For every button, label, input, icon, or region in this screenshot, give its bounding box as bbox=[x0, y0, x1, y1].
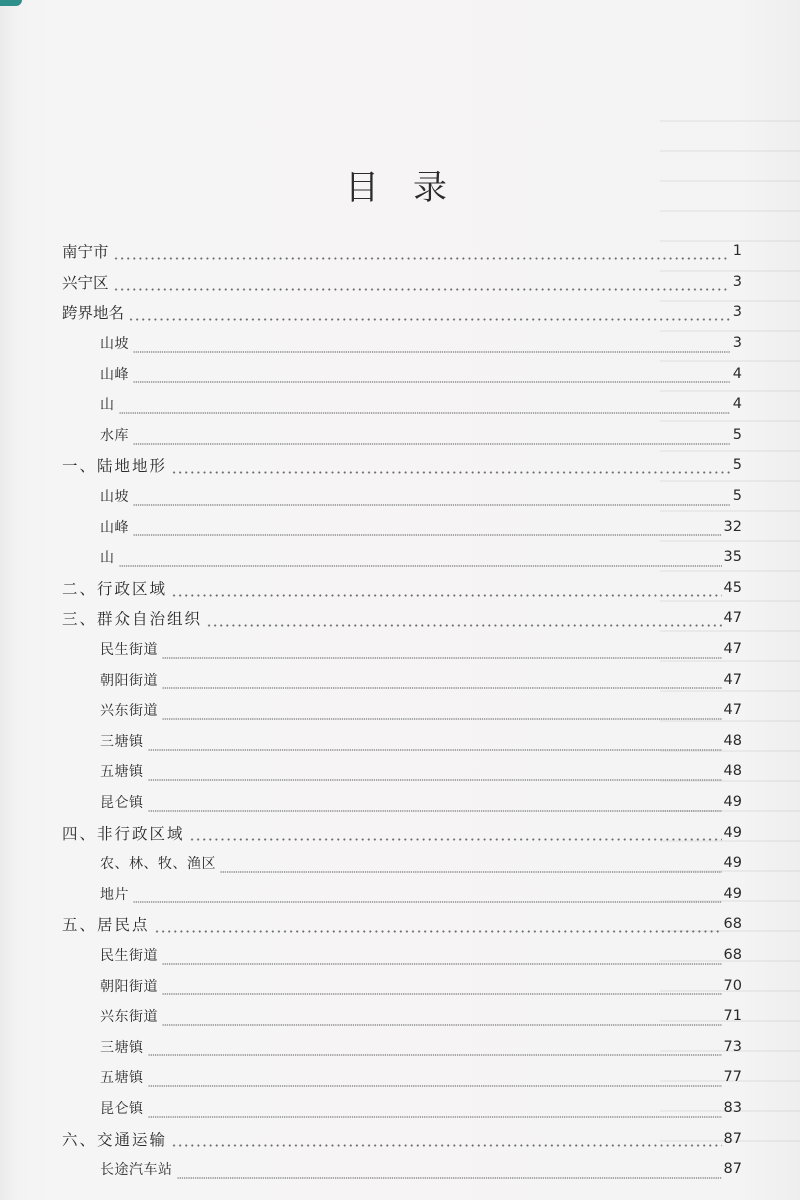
toc-entry-page-number: 4 bbox=[732, 365, 742, 382]
toc-entry[interactable] bbox=[62, 573, 742, 604]
toc-entry[interactable] bbox=[62, 1093, 742, 1124]
toc-entry-label: 兴宁区 bbox=[62, 273, 109, 292]
toc-entry[interactable] bbox=[62, 1001, 742, 1032]
page-corner-mark bbox=[0, 0, 22, 6]
dot-leader bbox=[148, 756, 722, 787]
toc-entry-page-number: 3 bbox=[732, 335, 742, 352]
page-title: 目录 bbox=[345, 168, 481, 208]
toc-entry-page-number: 47 bbox=[723, 641, 742, 658]
toc-entry-label: 跨界地名 bbox=[62, 304, 125, 323]
toc-entry[interactable] bbox=[62, 328, 742, 359]
toc-entry[interactable] bbox=[62, 878, 742, 909]
toc-entry[interactable] bbox=[62, 267, 742, 298]
toc-entry[interactable] bbox=[62, 940, 742, 971]
toc-entry-page-number: 71 bbox=[723, 1008, 742, 1025]
dot-leader bbox=[206, 603, 722, 634]
toc-entry-label: 民生街道 bbox=[100, 947, 158, 964]
dot-leader bbox=[119, 389, 731, 420]
toc-entry-label: 五、居民点 bbox=[62, 916, 150, 935]
toc-entry-label: 五塘镇 bbox=[100, 764, 144, 781]
toc-entry-page-number: 1 bbox=[732, 243, 742, 260]
toc-entry-page-number: 49 bbox=[723, 793, 742, 810]
toc-entry-label: 长途汽车站 bbox=[100, 1162, 173, 1179]
dot-leader bbox=[133, 328, 730, 359]
toc-entry[interactable] bbox=[62, 1062, 742, 1093]
dot-leader bbox=[148, 787, 722, 818]
toc-entry-label: 六、交通运输 bbox=[62, 1130, 168, 1149]
toc-entry-label: 朝阳街道 bbox=[100, 672, 158, 689]
toc-entry[interactable] bbox=[62, 389, 742, 420]
dot-leader bbox=[148, 1031, 722, 1062]
dot-leader bbox=[171, 573, 722, 604]
toc-entry-label: 二、行政区域 bbox=[62, 579, 168, 598]
dot-leader bbox=[154, 909, 722, 940]
toc-entry-label: 山峰 bbox=[100, 519, 129, 536]
toc-entry[interactable] bbox=[62, 726, 742, 757]
toc-entry[interactable] bbox=[62, 542, 742, 573]
toc-entry[interactable] bbox=[62, 236, 742, 267]
dot-leader bbox=[171, 450, 730, 481]
dot-leader bbox=[133, 878, 722, 909]
toc-entry-page-number: 5 bbox=[732, 426, 742, 443]
toc-entry-label: 山 bbox=[100, 550, 115, 567]
toc-entry[interactable] bbox=[62, 817, 742, 848]
toc-entry[interactable] bbox=[62, 970, 742, 1001]
toc-entry-label: 三、群众自治组织 bbox=[62, 610, 203, 629]
toc-entry-label: 山坡 bbox=[100, 336, 129, 353]
toc-entry[interactable] bbox=[62, 450, 742, 481]
toc-entry[interactable] bbox=[62, 634, 742, 665]
dot-leader bbox=[148, 1093, 722, 1124]
toc-entry-page-number: 87 bbox=[723, 1161, 742, 1178]
toc-entry-page-number: 5 bbox=[732, 457, 742, 474]
toc-entry-page-number: 47 bbox=[723, 610, 742, 627]
dot-leader bbox=[148, 1062, 722, 1093]
dot-leader bbox=[128, 297, 730, 328]
table-of-contents bbox=[62, 236, 742, 1184]
toc-entry-page-number: 45 bbox=[723, 579, 742, 596]
toc-entry-label: 兴东街道 bbox=[100, 703, 158, 720]
toc-entry-label: 一、陆地地形 bbox=[62, 457, 168, 476]
toc-entry-label: 五塘镇 bbox=[100, 1070, 144, 1087]
dot-leader bbox=[162, 970, 722, 1001]
toc-entry-page-number: 32 bbox=[723, 518, 742, 535]
dot-leader bbox=[148, 726, 722, 757]
toc-entry[interactable] bbox=[62, 297, 742, 328]
toc-entry[interactable] bbox=[62, 603, 742, 634]
dot-leader bbox=[119, 542, 722, 573]
dot-leader bbox=[171, 1123, 722, 1154]
toc-entry-label: 水库 bbox=[100, 427, 129, 444]
dot-leader bbox=[162, 1001, 722, 1032]
dot-leader bbox=[133, 511, 722, 542]
toc-entry-page-number: 48 bbox=[723, 732, 742, 749]
toc-entry[interactable] bbox=[62, 787, 742, 818]
toc-entry-page-number: 73 bbox=[723, 1038, 742, 1055]
toc-entry-label: 民生街道 bbox=[100, 642, 158, 659]
dot-leader bbox=[133, 358, 730, 389]
toc-entry-page-number: 68 bbox=[723, 946, 742, 963]
toc-entry[interactable] bbox=[62, 1154, 742, 1185]
toc-entry-label: 山坡 bbox=[100, 489, 129, 506]
dot-leader bbox=[133, 420, 730, 451]
dot-leader bbox=[162, 634, 722, 665]
toc-entry[interactable] bbox=[62, 695, 742, 726]
toc-entry[interactable] bbox=[62, 420, 742, 451]
toc-entry-page-number: 3 bbox=[732, 304, 742, 321]
dot-leader bbox=[177, 1154, 722, 1185]
dot-leader bbox=[162, 664, 722, 695]
toc-entry[interactable] bbox=[62, 511, 742, 542]
dot-leader bbox=[113, 236, 730, 267]
toc-entry[interactable] bbox=[62, 756, 742, 787]
dot-leader bbox=[162, 695, 722, 726]
toc-entry[interactable] bbox=[62, 358, 742, 389]
toc-entry-page-number: 68 bbox=[723, 916, 742, 933]
toc-entry-label: 兴东街道 bbox=[100, 1009, 158, 1026]
toc-entry[interactable] bbox=[62, 1031, 742, 1062]
toc-entry-label: 山峰 bbox=[100, 366, 129, 383]
toc-entry[interactable] bbox=[62, 848, 742, 879]
toc-entry-page-number: 77 bbox=[723, 1069, 742, 1086]
toc-entry[interactable] bbox=[62, 909, 742, 940]
toc-entry-label: 地片 bbox=[100, 886, 129, 903]
toc-entry-page-number: 4 bbox=[732, 396, 742, 413]
toc-entry-page-number: 87 bbox=[723, 1130, 742, 1147]
toc-entry-label: 三塘镇 bbox=[100, 733, 144, 750]
toc-entry[interactable] bbox=[62, 481, 742, 512]
toc-entry-label: 农、林、牧、渔区 bbox=[100, 856, 216, 873]
toc-entry-label: 山 bbox=[100, 397, 115, 414]
toc-entry-label: 朝阳街道 bbox=[100, 978, 158, 995]
toc-entry-page-number: 70 bbox=[723, 977, 742, 994]
toc-entry-label: 南宁市 bbox=[62, 243, 109, 262]
toc-entry-page-number: 47 bbox=[723, 671, 742, 688]
dot-leader bbox=[162, 940, 722, 971]
toc-entry-label: 四、非行政区域 bbox=[62, 824, 185, 843]
toc-entry[interactable] bbox=[62, 664, 742, 695]
dot-leader bbox=[113, 267, 730, 298]
toc-entry-page-number: 35 bbox=[723, 549, 742, 566]
toc-entry-label: 昆仑镇 bbox=[100, 1100, 144, 1117]
toc-entry-page-number: 47 bbox=[723, 702, 742, 719]
toc-entry-page-number: 49 bbox=[723, 855, 742, 872]
toc-entry-page-number: 49 bbox=[723, 824, 742, 841]
toc-entry-page-number: 5 bbox=[732, 488, 742, 505]
toc-entry-page-number: 48 bbox=[723, 763, 742, 780]
toc-entry-label: 昆仑镇 bbox=[100, 794, 144, 811]
toc-entry-page-number: 83 bbox=[723, 1099, 742, 1116]
dot-leader bbox=[133, 481, 730, 512]
toc-entry[interactable] bbox=[62, 1123, 742, 1154]
dot-leader bbox=[189, 817, 722, 848]
dot-leader bbox=[220, 848, 722, 879]
toc-entry-label: 三塘镇 bbox=[100, 1039, 144, 1056]
toc-entry-page-number: 3 bbox=[732, 273, 742, 290]
toc-entry-page-number: 49 bbox=[723, 885, 742, 902]
